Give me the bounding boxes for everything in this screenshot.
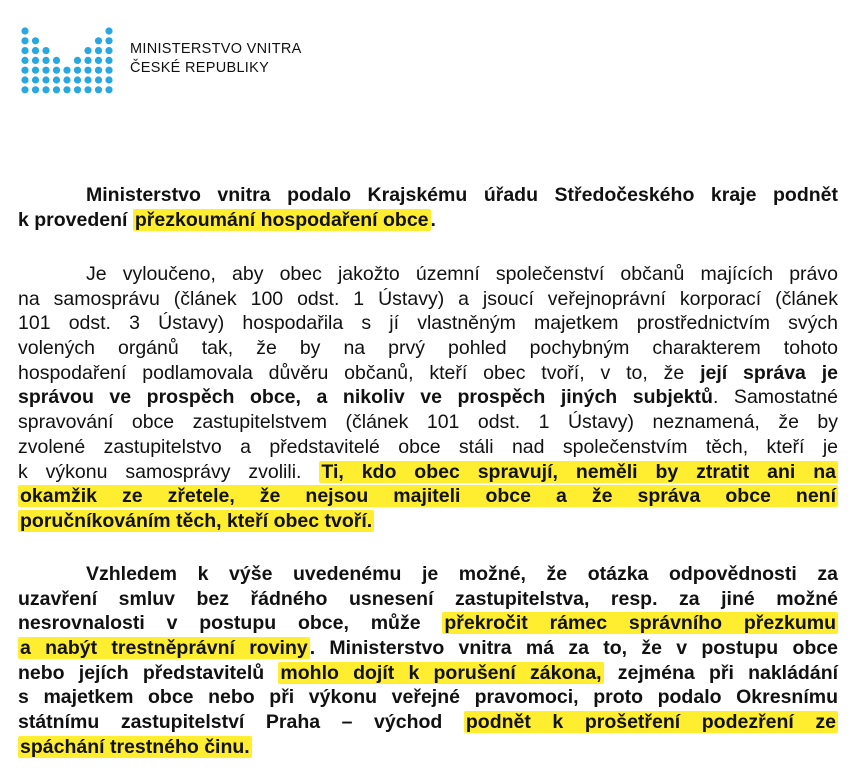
- highlight: přezkoumání hospodaření obce: [134, 208, 429, 231]
- text-line: k provedení přezkoumání hospodaření obce .: [18, 208, 436, 231]
- text-line: zvolené zastupitelstvo a představitelé obce stáli nad společenstvím těch, kteří je: [18, 435, 838, 458]
- text-line: nesrovnalosti v postupu obce, může překročit rámec správního přezkumu: [18, 612, 836, 635]
- text-line: s majetkem obce nebo při výkonu veřejné pravomoci, proto podalo Okresnímu: [18, 686, 838, 709]
- ministry-name-line1: MINISTERSTVO VNITRA: [130, 41, 302, 57]
- text-line: 101 odst. 3 Ústavy) hospodařila s jí vlastněným majetkem prostřednictvím svých: [18, 312, 838, 335]
- ministry-name: [130, 40, 302, 78]
- highlight: poručníkováním těch, kteří obec tvoří.: [20, 509, 373, 532]
- paragraph-conclusion: [18, 562, 838, 760]
- text-line: Ministerstvo vnitra podalo Krajskému úřadu Středočeského kraje podnět: [86, 184, 838, 206]
- text-line: Vzhledem k výše uvedenému je možné, že otázka odpovědnosti za: [86, 563, 838, 585]
- text-line: [18, 484, 838, 509]
- text-line: nebo jejích představitelů mohlo dojít k porušení zákona, zejména při nakládání: [18, 661, 839, 684]
- text-line: a nabýt trestněprávní roviny . Ministerstvo vnitra má za to, že v postupu obce: [20, 637, 838, 660]
- mvcr-dot-logo-icon: [20, 26, 115, 96]
- text-line: spravování obce zastupitelstvem (článek 101 odst. 1 Ústavy) neznamená, že by: [18, 411, 838, 434]
- text-line: správou ve prospěch obce, a nikoliv ve prospěch jiných subjektů. Samostatné: [18, 386, 838, 409]
- text-line: Je vyloučeno, aby obec jakožto územní společenství občanů majících právo: [86, 263, 838, 285]
- text-line: státnímu zastupitelství Praha – východ podnět k prošetření podezření ze: [18, 711, 836, 734]
- text-line: volených orgánů tak, že by na prvý pohled pochybným charakterem tohoto: [18, 337, 838, 360]
- highlight: mohlo dojít k porušení zákona,: [280, 661, 602, 684]
- ministry-name-line2: ČESKÉ REPUBLIKY: [130, 60, 270, 76]
- highlight: Ti, kdo obec spravují, neměli by ztratit ani na: [321, 460, 837, 483]
- highlight: překročit rámec správního přezkumu: [444, 612, 836, 635]
- highlight: okamžik ze zřetele, že nejsou majiteli obce a že správa obce není: [20, 485, 836, 508]
- text-line: uzavření smluv bez řádného usnesení zastupitelstva, resp. za jiné možné: [18, 587, 838, 610]
- highlight: a nabýt trestněprávní roviny: [20, 637, 308, 660]
- highlight: podnět k prošetření podezření ze: [465, 711, 836, 734]
- text-line: [18, 509, 838, 534]
- paragraph-reasoning: [18, 262, 838, 534]
- text-line: [18, 735, 838, 760]
- highlight: spáchání trestného činu.: [20, 735, 250, 758]
- text-line: k výkonu samosprávy zvolili. Ti, kdo obec spravují, neměli by ztratit ani na: [18, 460, 837, 483]
- text-line: na samosprávu (článek 100 odst. 1 Ústavy) a jsoucí veřejnoprávní korporací (článek: [18, 287, 838, 310]
- paragraph-complaint: [18, 183, 838, 232]
- text-line: hospodaření podlamovala důvěru občanů, kteří obec tvoří, v to, že její správa je: [18, 361, 838, 384]
